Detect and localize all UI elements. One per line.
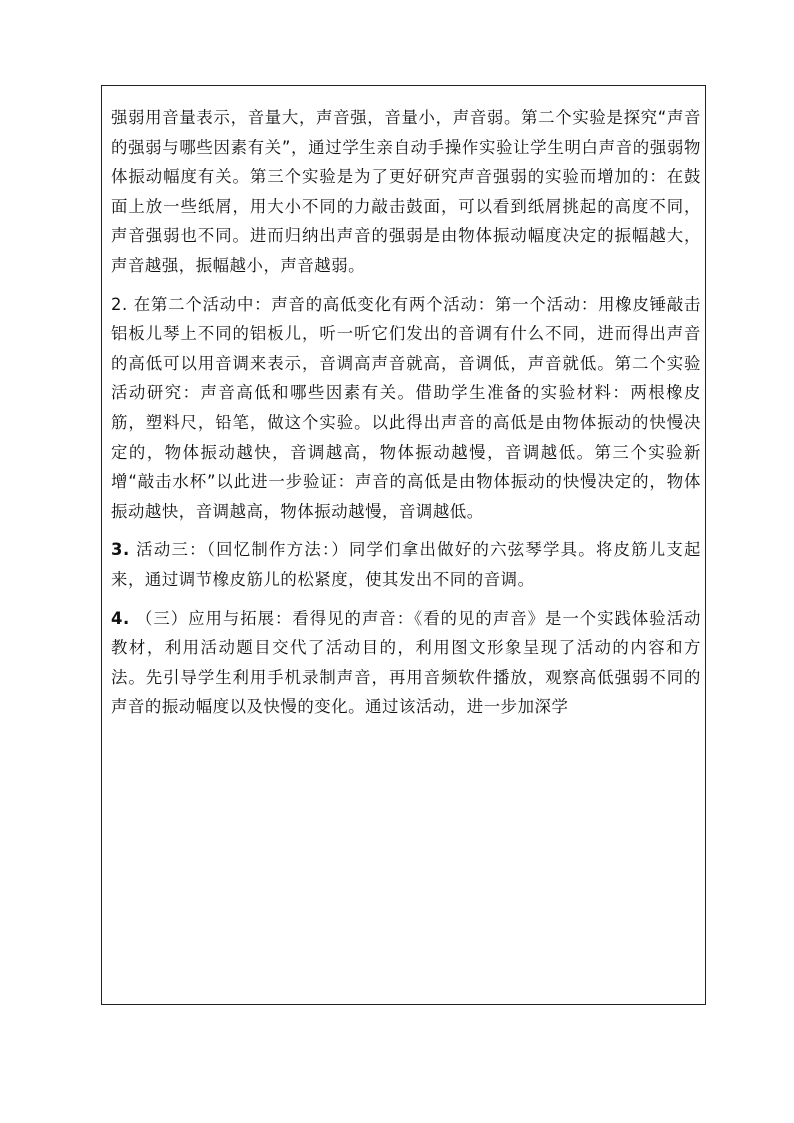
paragraph-text: 强弱用音量表示，音量大，声音强，音量小，声音弱。第二个实验是探究“声音的强弱与哪些因素有关”，通过学生亲自动手操作实验让学生明白声音的强弱物体振动幅度有关。第三个实验是为了更好研究声音强弱的实验而增加的：在鼓面上放一些纸屑，用大小不同的力敲击鼓面，可以看到纸屑挑起的高度不同，声音强弱也不同。进而归纳出声音的强弱是由物体振动幅度决定的振幅越大，声音越强，振幅越小，声音越弱。 — [111, 108, 701, 275]
paragraph-3 — [111, 535, 701, 594]
paragraph-text: 活动三：（回忆制作方法：）同学们拿出做好的六弦琴学具。将皮筋儿支起来，通过调节橡皮筋儿的松紧度，使其发出不同的音调。 — [111, 540, 701, 589]
table-cell-border — [101, 85, 706, 1005]
paragraph-4 — [111, 604, 701, 722]
paragraph-number: 2. — [111, 294, 128, 314]
paragraph-number: 3. — [111, 540, 130, 560]
paragraph-2 — [111, 290, 701, 527]
paragraph-number: 4. — [111, 608, 130, 628]
paragraph-text: 在第二个活动中：声音的高低变化有两个活动：第一个活动：用橡皮锤敲击铝板儿琴上不同的铝板儿，听一听它们发出的音调有什么不同，进而得出声音的高低可以用音调来表示，音调高声音就高，音调低，声音就低。第二个实验活动研究：声音高低和哪些因素有关。借助学生准备的实验材料：两根橡皮筋，塑料尺，铅笔，做这个实验。以此得出声音的高低是由物体振动的快慢决定的，物体振动越快，音调越高，物体振动越慢，音调越低。第三个实验新增“敲击水杯”以此进一步验证：声音的高低是由物体振动的快慢决定的，物体振动越快，音调越高，物体振动越慢，音调越低。 — [111, 294, 701, 521]
paragraph-1 — [111, 103, 701, 281]
paragraph-text: （三）应用与拓展：看得见的声音：《看的见的声音》是一个实践体验活动教材，利用活动题目交代了活动目的，利用图文形象呈现了活动的内容和方法。先引导学生利用手机录制声音，再用音频软件播放，观察高低强弱不同的声音的振动幅度以及快慢的变化。通过该活动，进一步加深学 — [111, 608, 701, 717]
table-cell-content — [111, 103, 701, 722]
